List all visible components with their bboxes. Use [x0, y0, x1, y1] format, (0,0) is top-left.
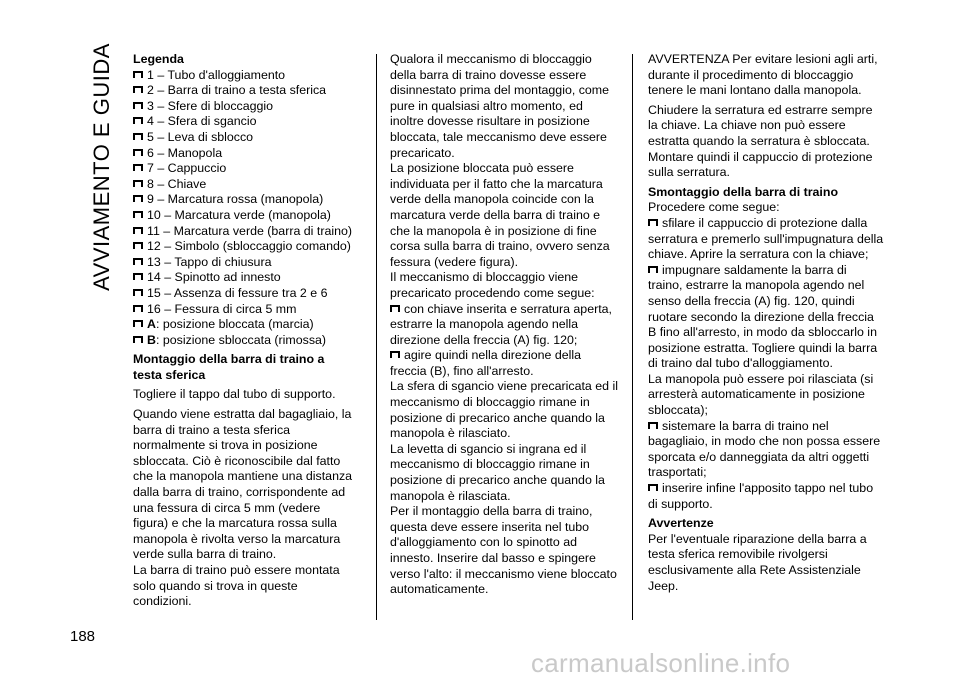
bullet-box-icon — [133, 320, 143, 327]
bullet-box-icon — [133, 305, 143, 312]
page-number: 188 — [70, 628, 96, 645]
column-2 — [390, 52, 618, 598]
legend-item: 4 – Sfera di sgancio — [133, 114, 355, 130]
legend-item: 1 – Tubo d'alloggiamento — [133, 68, 355, 84]
legend-item: 3 – Sfere di bloccaggio — [133, 99, 355, 115]
section-title — [82, 43, 122, 291]
bullet-item: con chiave inserita e serratura aperta, estrarre la manopola agendo nella direzione della freccia (A) fig. 120; — [390, 301, 612, 347]
paragraph: Togliere il tappo dal tubo di supporto. — [133, 387, 336, 402]
bullet-box-icon — [390, 305, 400, 312]
bullet-box-icon — [648, 484, 658, 491]
legend-item: 10 – Marcatura verde (manopola) — [133, 208, 355, 224]
legend-item-a: A: posizione bloccata (marcia) — [133, 317, 355, 333]
bullet-box-icon — [133, 242, 143, 249]
bullet-item: inserire infine l'apposito tappo nel tubo di supporto. — [648, 481, 874, 511]
bullet-item: sistemare la barra di traino nel bagagliaio, in modo che non possa essere sporcata e/o danneggiata da altri oggetti trasportati; — [648, 418, 881, 480]
legend-item: 7 – Cappuccio — [133, 161, 355, 177]
legend-item-b: B: posizione sbloccata (rimossa) — [133, 333, 355, 349]
paragraph: Per l'eventuale riparazione della barra a testa sferica removibile rivolgersi esclusivamente alla Rete Assistenziale Jeep. — [648, 531, 867, 593]
bullet-box-icon — [133, 289, 143, 296]
bullet-box-icon — [133, 86, 143, 93]
legend-item: 15 – Assenza di fessure tra 2 e 6 — [133, 286, 355, 302]
bullet-box-icon — [648, 219, 658, 226]
bullet-box-icon — [390, 351, 400, 358]
bullet-box-icon — [648, 422, 658, 429]
section-heading: Montaggio della barra di traino a testa sferica — [133, 352, 325, 382]
paragraph: Quando viene estratta dal bagagliaio, la barra di traino a testa sferica normalmente si trova in posizione sbloccata. Ciò è riconoscibile dal fatto che la manopola mantiene una distanza dalla barra di traino, corrispondente ad una fessura di circa 5 mm (vedere figura) e che la marcatura rossa sulla manopola è rivolta verso la marcatura verde sulla barra di traino. — [133, 407, 353, 562]
bullet-box-icon — [133, 133, 143, 140]
legend-item: 2 – Barra di traino a testa sferica — [133, 83, 355, 99]
watermark: carmanualsonline.info — [531, 648, 791, 678]
legend-item: 9 – Marcatura rossa (manopola) — [133, 192, 355, 208]
bullet-box-icon — [648, 266, 658, 273]
bullet-box-icon — [133, 117, 143, 124]
bullet-box-icon — [133, 164, 143, 171]
section-heading: Avvertenze — [648, 516, 714, 531]
legend-item: 6 – Manopola — [133, 146, 355, 162]
bullet-item: impugnare saldamente la barra di traino, estrarre la manopola agendo nel senso della freccia (A) fig. 120, quindi ruotare secondo la direzione della freccia B fino all'arresto, in modo da sbloccarlo in posizione estratta. Togliere quindi la barra di traino dal tubo d'alloggiamento. — [648, 262, 878, 371]
legend-list — [133, 68, 355, 349]
paragraph: Qualora il meccanismo di bloccaggio della barra di traino dovesse essere disinnestato prima del montaggio, come pure in qualsiasi altro momento, ed inoltre dovesse risultare in posizione bloccata, tale meccanismo deve essere precaricato. — [390, 52, 610, 160]
bullet-box-icon — [133, 195, 143, 202]
bullet-box-icon — [133, 336, 143, 343]
warning-paragraph: AVVERTENZA Per evitare lesioni agli arti, durante il procedimento di bloccaggio tenere le mani lontano dalla manopola. — [648, 52, 878, 98]
column-3 — [648, 52, 884, 598]
bullet-box-icon — [133, 180, 143, 187]
paragraph: La barra di traino può essere montata solo quando si trova in queste condizioni. — [133, 563, 340, 609]
bullet-box-icon — [133, 227, 143, 234]
bullet-box-icon — [133, 211, 143, 218]
bullet-box-icon — [133, 149, 143, 156]
paragraph: Procedere come segue: — [648, 200, 780, 215]
bullet-item: agire quindi nella direzione della freccia (B), fino all'arresto. — [390, 348, 582, 378]
bullet-box-icon — [133, 273, 143, 280]
paragraph: La posizione bloccata può essere individuata per il fatto che la marcatura verde della manopola coincide con la marcatura verde della barra di traino e che la manopola è in posizione di fine corsa sulla barra di traino, ovvero senza fessura (vedere figura). — [390, 161, 610, 269]
paragraph: La manopola può essere poi rilasciata (si arresterà automaticamente in posizione sbloccata); — [648, 371, 874, 418]
legend-item: 8 – Chiave — [133, 177, 355, 193]
paragraph: Il meccanismo di bloccaggio viene precaricato procedendo come segue: — [390, 270, 595, 300]
column-divider — [376, 54, 377, 620]
legend-item: 14 – Spinotto ad innesto — [133, 270, 355, 286]
section-heading: Smontaggio della barra di traino — [648, 184, 839, 199]
legend-item: 11 – Marcatura verde (barra di traino) — [133, 224, 355, 240]
legend-item: 16 – Fessura di circa 5 mm — [133, 302, 355, 318]
bullet-box-icon — [133, 71, 143, 78]
bullet-box-icon — [133, 102, 143, 109]
legend-title: Legenda — [133, 52, 184, 66]
paragraph: Chiudere la serratura ed estrarre sempre la chiave. La chiave non può essere estratta quando la serratura è sbloccata. Montare quindi il cappuccio di protezione sulla serratura. — [648, 102, 873, 180]
paragraph: Per il montaggio della barra di traino, questa deve essere inserita nel tubo d'alloggiamento con lo spinotto ad innesto. Inserire dal basso e spingere verso l'alto: il meccanismo viene bloccato automaticamente. — [390, 504, 617, 597]
bullet-item: sfilare il cappuccio di protezione dalla serratura e premerlo sull'impugnatura della chiave. Aprire la serratura con la chiave; — [648, 215, 884, 262]
bullet-box-icon — [133, 258, 143, 265]
legend-item: 13 – Tappo di chiusura — [133, 255, 355, 271]
legend-item: 5 – Leva di sblocco — [133, 130, 355, 146]
section-title-text: AVVIAMENTO E GUIDA — [89, 43, 114, 291]
paragraph: La sfera di sgancio viene precaricata ed il meccanismo di bloccaggio rimane in posizione di precarico anche quando la manopola è rilasciato. — [390, 379, 618, 441]
column-divider — [632, 54, 633, 620]
column-1 — [133, 52, 355, 614]
paragraph: La levetta di sgancio si ingrana ed il meccanismo di bloccaggio rimane in posizione di precarico anche quando la manopola è rilasciata. — [390, 441, 605, 503]
legend-item: 12 – Simbolo (sbloccaggio comando) — [133, 239, 355, 255]
